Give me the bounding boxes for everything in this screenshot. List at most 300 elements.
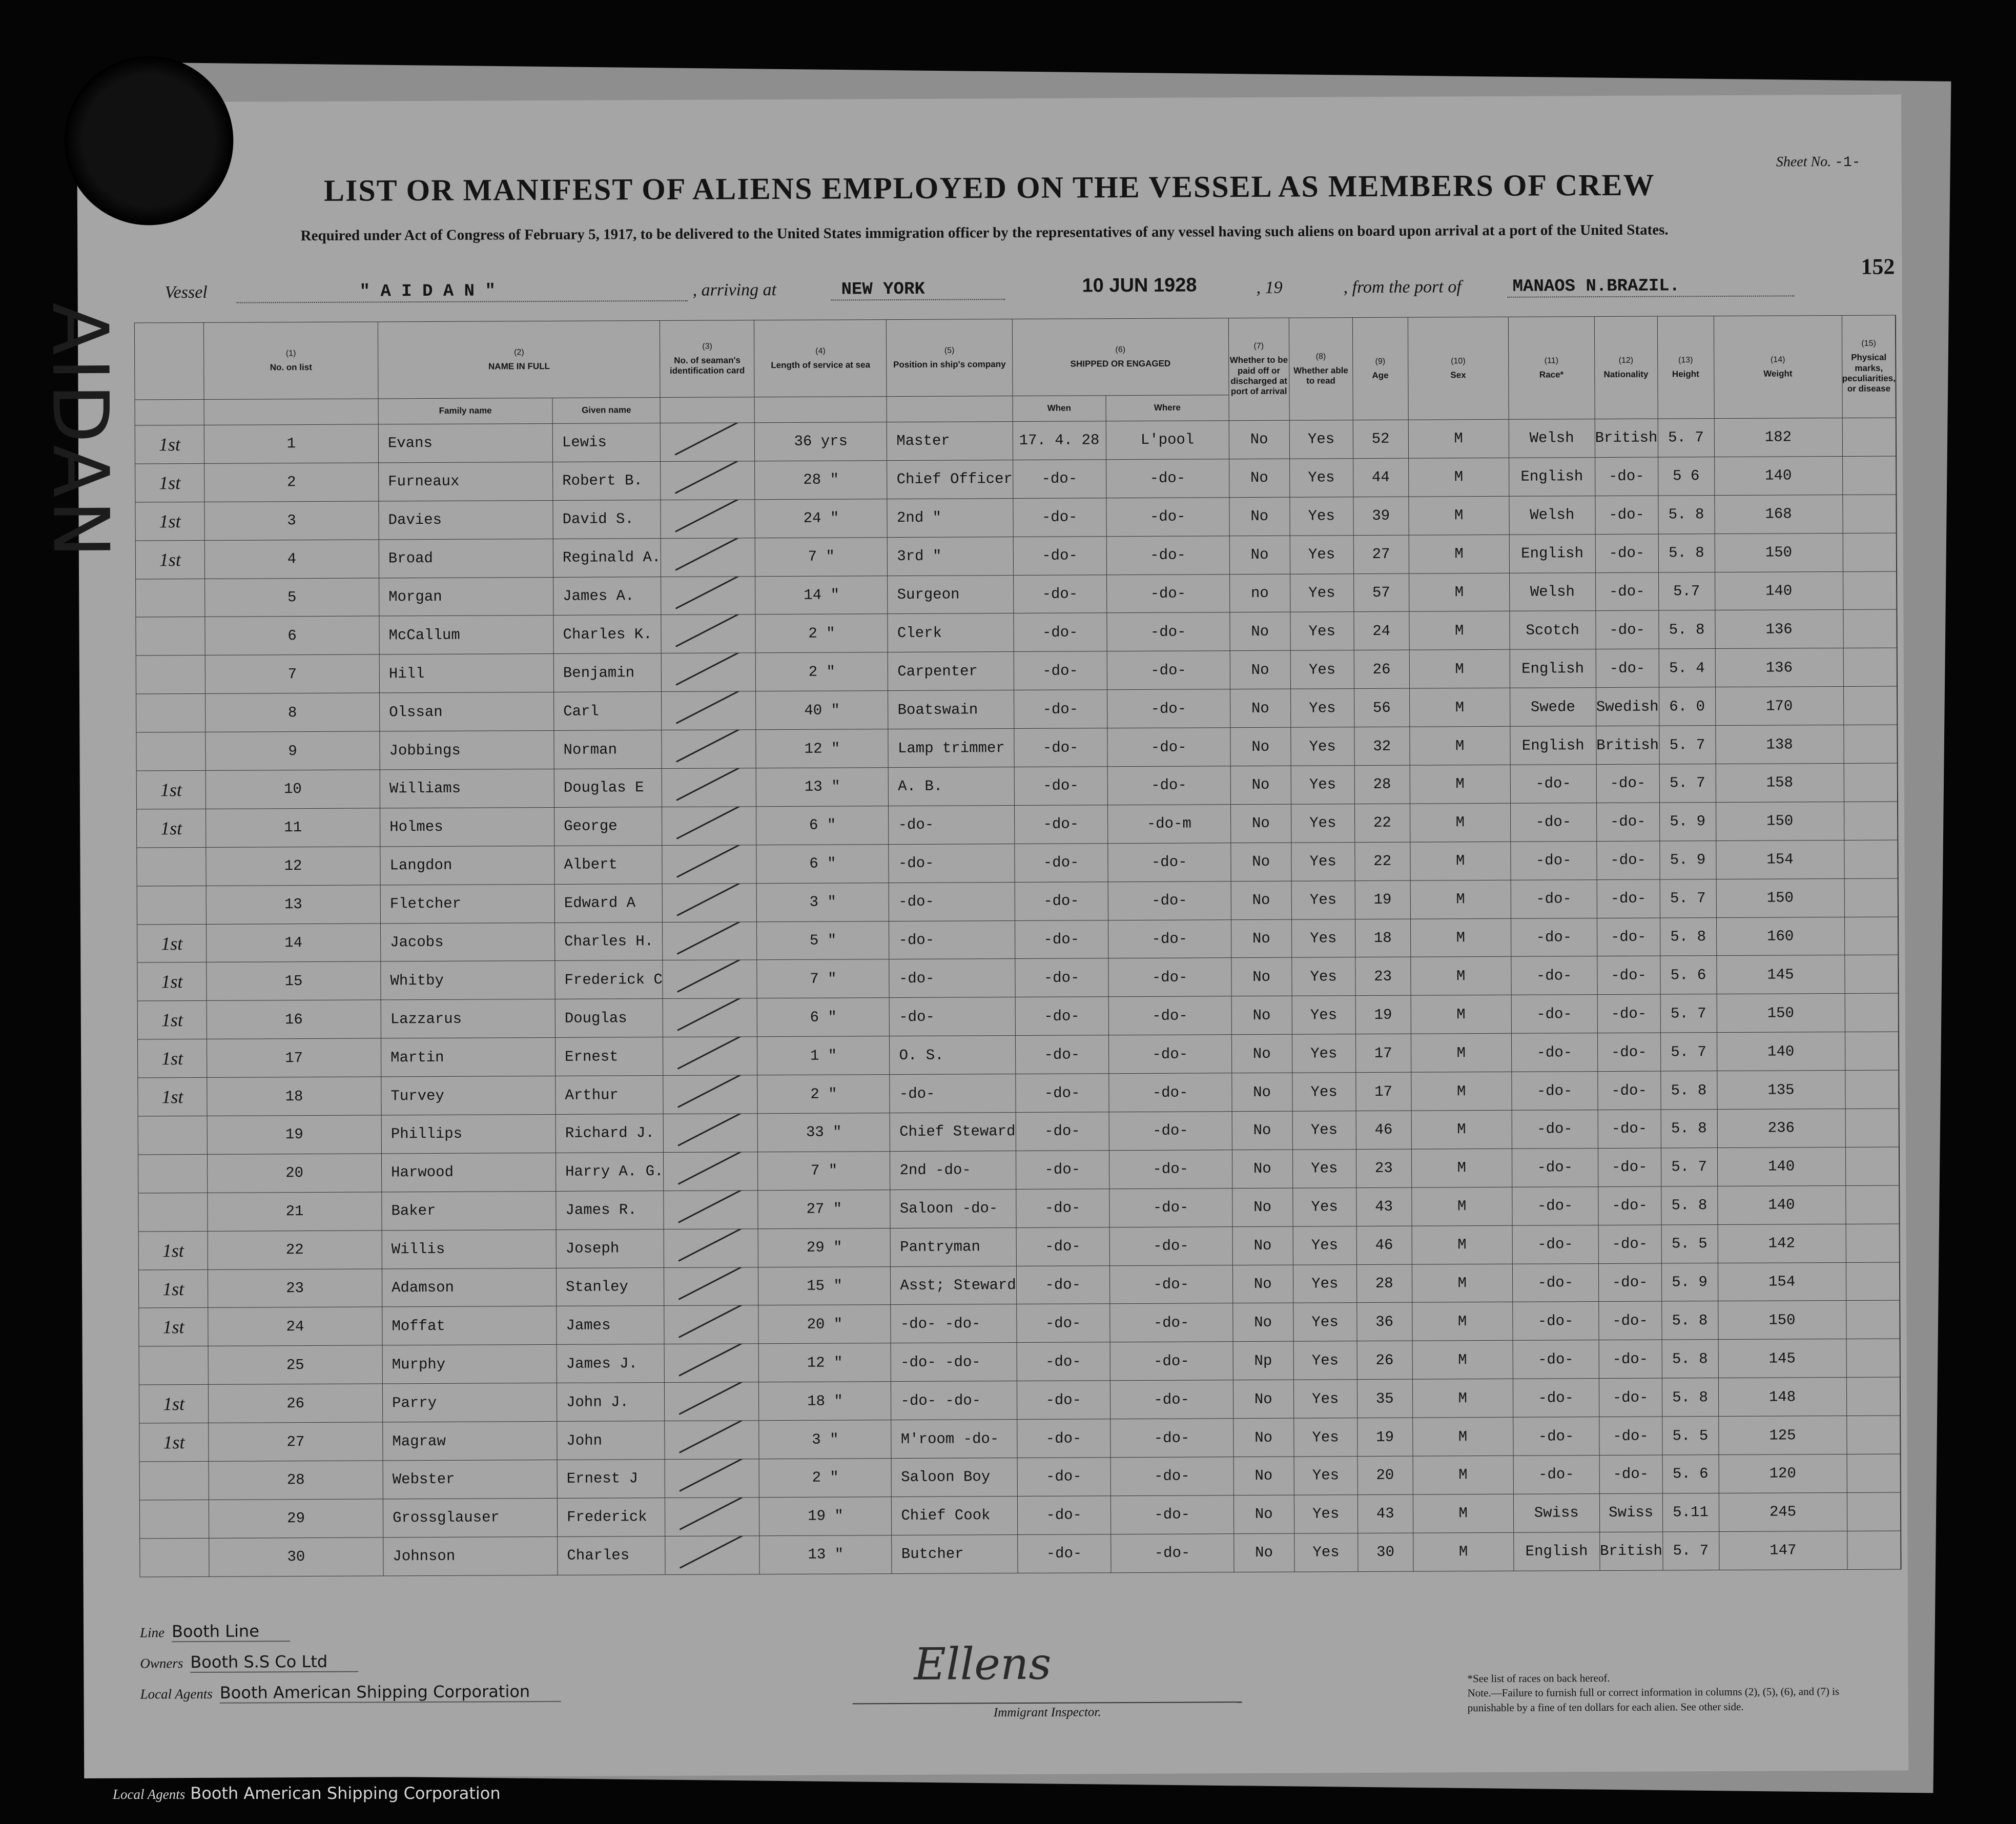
given-name: Albert [554,845,663,884]
height: 5. 8 [1660,1071,1717,1110]
position: Chief Cook [892,1496,1018,1535]
age: 26 [1357,1341,1412,1380]
given-name: Lewis [552,423,661,462]
sex: M [1410,957,1511,996]
family-name: Murphy [382,1345,557,1384]
row-number: 7 [205,654,379,693]
blank [1899,1147,1900,1185]
check-mark-icon [679,1421,748,1453]
family-name: Jobbings [380,731,554,770]
service-length: 19 " [759,1497,892,1536]
physical-marks [1844,840,1898,878]
sex: M [1412,1417,1513,1456]
row-number: 8 [205,693,380,732]
col-id-card-sub [660,397,754,423]
paid-off: No [1232,1226,1293,1265]
col-no-sub [204,399,378,425]
id-card [662,730,756,769]
row-number: 10 [205,770,380,809]
service-length: 7 " [755,537,888,576]
paid-off: Np [1233,1342,1293,1380]
col-shipped-engaged: (6) SHIPPED OR ENGAGED [1012,318,1229,396]
weight: 135 [1717,1071,1845,1110]
weight: 150 [1718,1301,1846,1340]
check-mark-icon [678,1114,747,1146]
sex: M [1410,765,1510,804]
shipped-where: -do- [1110,1419,1233,1458]
paid-off: No [1229,459,1289,497]
physical-marks [1846,1377,1900,1416]
row-number: 28 [209,1461,383,1500]
row-number: 16 [207,1000,381,1039]
blank [1896,456,1897,495]
paid-off: No [1231,881,1291,919]
family-name: Broad [379,539,553,578]
id-card [665,1498,759,1536]
height: 5. 7 [1660,879,1716,917]
sex: M [1410,918,1511,957]
position: -do- [889,805,1015,844]
weight: 140 [1717,1032,1845,1071]
row-mark: 1st [135,540,204,579]
blank [1900,1454,1901,1492]
family-name: Olssan [380,692,554,731]
paid-off: No [1232,1303,1293,1342]
sex: M [1409,650,1510,689]
sex: M [1410,842,1511,880]
paid-off: No [1231,958,1291,996]
page-number: 152 [1861,254,1895,279]
col-age: (9) Age [1352,317,1408,420]
service-length: 2 " [755,614,888,653]
nationality: -do- [1597,956,1660,995]
height: 5. 7 [1659,764,1716,803]
age: 18 [1355,919,1410,957]
shipped-when: -do- [1015,920,1108,959]
able-to-read: Yes [1291,766,1354,804]
weight: 136 [1715,610,1843,649]
id-card [662,845,756,884]
nationality: -do- [1596,803,1659,841]
age: 17 [1355,1034,1411,1072]
given-name: Stanley [556,1267,664,1306]
service-length: 5 " [757,921,889,960]
able-to-read: Yes [1290,612,1354,650]
year-label: , 19 [1256,278,1283,297]
nationality: -do- [1599,1417,1662,1455]
nationality: -do- [1595,496,1658,534]
shipped-when: -do- [1014,690,1107,729]
nationality: -do- [1597,841,1660,879]
shipped-where: -do- [1110,1457,1233,1496]
service-length: 6 " [756,844,889,883]
shipped-when: -do- [1015,882,1108,920]
race: Scotch [1510,611,1596,650]
nationality: -do- [1596,610,1659,649]
service-length: 36 yrs [755,422,887,461]
race: -do- [1511,841,1597,880]
physical-marks [1845,1070,1899,1109]
family-name: Turvey [381,1076,556,1115]
shipped-when: -do- [1013,575,1106,613]
col-sex: (10) Sex [1408,317,1509,420]
shipped-where: -do- [1108,843,1231,882]
physical-marks [1844,917,1898,955]
nationality: British [1596,726,1659,764]
shipped-where: -do- [1106,459,1229,498]
family-name: Willis [382,1229,556,1268]
id-card [664,1228,758,1267]
vessel-name: " A I D A N " [237,281,688,303]
family-name: Langdon [380,846,554,885]
physical-marks [1845,1185,1899,1224]
position: Saloon Boy [891,1458,1017,1497]
row-number: 4 [204,540,379,579]
given-name: Norman [554,730,662,769]
id-card [661,614,755,653]
row-number: 22 [208,1231,382,1269]
service-length: 2 " [757,1075,890,1114]
id-card [661,461,755,500]
row-number: 2 [204,463,379,502]
physical-marks [1844,955,1898,993]
shipped-when: -do- [1013,498,1106,537]
row-mark: 1st [139,1308,208,1346]
id-card [665,1421,759,1460]
sex: M [1412,1225,1512,1264]
nationality: -do- [1599,1455,1662,1493]
shipped-where: -do- [1110,1342,1233,1381]
blank [1897,686,1898,725]
given-name: Charles K. [553,615,662,654]
age: 28 [1356,1264,1412,1303]
nationality: -do- [1599,1378,1662,1417]
crew-rows [135,418,1901,1577]
given-name: Frederick [557,1498,665,1536]
given-name: James [557,1306,665,1345]
sex: M [1409,688,1510,727]
sex: M [1409,611,1510,650]
col-blank [1896,315,1897,418]
check-mark-icon [679,1344,748,1377]
physical-marks [1844,763,1898,802]
service-length: 7 " [757,959,889,998]
row-mark: 1st [139,1385,208,1423]
age: 24 [1354,612,1409,650]
nationality: -do- [1598,1302,1661,1340]
weight: 154 [1718,1262,1846,1301]
crew-manifest-table [134,315,1902,1577]
service-length: 18 " [759,1382,891,1421]
row-mark [138,1116,207,1154]
nationality: -do- [1597,1033,1660,1071]
weight: 154 [1716,840,1844,879]
race: Welsh [1509,419,1595,458]
shipped-where: -do- [1108,1035,1231,1074]
row-mark: 1st [137,962,207,1001]
shipped-where: -do-m [1107,805,1230,844]
paid-off: No [1232,1150,1292,1188]
family-name: Fletcher [380,884,554,923]
height: 5. 8 [1658,610,1715,649]
row-number: 26 [208,1384,382,1423]
height: 5. 7 [1661,1147,1717,1186]
position: -do- [889,959,1015,998]
service-length: 24 " [755,499,887,538]
age: 39 [1353,497,1409,535]
row-number: 17 [207,1038,381,1077]
col-mark [134,322,204,400]
able-to-read: Yes [1291,957,1355,996]
check-mark-icon [678,1228,748,1261]
able-to-read: Yes [1292,1111,1356,1150]
row-number: 5 [205,578,379,617]
race: -do- [1513,1379,1599,1418]
able-to-read: Yes [1293,1303,1356,1341]
family-name: Grossglauser [383,1498,557,1537]
given-name: Frederick C [555,960,663,999]
shipped-where: -do- [1110,1380,1233,1419]
able-to-read: Yes [1293,1380,1357,1418]
position: Surgeon [888,575,1014,614]
physical-marks [1846,1416,1900,1454]
row-number: 21 [208,1192,382,1231]
able-to-read: Yes [1292,996,1355,1034]
height: 5. 8 [1661,1110,1717,1148]
given-name: John [557,1421,665,1460]
weight: 150 [1716,802,1844,841]
age: 52 [1353,420,1408,458]
nationality: -do- [1599,1340,1662,1378]
family-name: Johnson [383,1536,558,1575]
position: A. B. [889,767,1015,806]
given-name: George [554,807,663,846]
line-field [140,1621,290,1641]
race: Welsh [1509,572,1595,611]
shipped-where: -do- [1109,1265,1232,1304]
weight: 145 [1718,1339,1846,1378]
id-card [664,1152,758,1191]
vessel-line [165,272,1805,310]
shipped-when: -do- [1015,958,1108,997]
family-name: Holmes [380,807,554,846]
sex: M [1410,880,1511,919]
check-mark-icon [676,768,746,801]
age: 35 [1357,1379,1412,1418]
height: 5. 8 [1662,1378,1718,1417]
position: 2nd -do- [890,1151,1016,1190]
shipped-where: -do- [1108,919,1231,958]
weight: 150 [1717,994,1845,1033]
nationality: -do- [1598,1186,1661,1225]
paid-off: No [1232,1188,1292,1226]
row-number: 30 [209,1538,383,1576]
inspector-block [852,1637,1242,1720]
age: 22 [1354,804,1410,842]
id-card [665,1382,759,1421]
position: Asst; Steward [891,1266,1017,1305]
able-to-read: Yes [1289,459,1353,497]
shipped-where: L'pool [1106,421,1229,460]
physical-marks [1843,533,1897,571]
check-mark-icon [678,1267,748,1300]
shipped-when: -do- [1016,1151,1109,1190]
age: 57 [1353,573,1409,612]
weight: 136 [1715,648,1843,687]
agents-field [140,1682,561,1703]
race: English [1509,534,1595,573]
age: 26 [1354,650,1409,689]
physical-marks [1845,1032,1899,1070]
owners-value: Booth S.S Co Ltd [190,1652,358,1673]
row-mark: 1st [137,1001,207,1039]
height: 5. 9 [1661,1263,1718,1301]
sheet-value: -1- [1835,154,1861,171]
weight: 140 [1715,571,1843,610]
race: -do- [1510,765,1596,804]
col-physical-marks: (15) Physical marks, peculiarities, or disease [1842,315,1896,418]
physical-marks [1845,993,1899,1032]
position: -do- -do- [891,1381,1017,1420]
able-to-read: Yes [1290,689,1354,727]
footer-note [1467,1670,1857,1715]
service-length: 1 " [757,1036,890,1075]
height: 5. 8 [1661,1186,1717,1224]
physical-marks [1842,495,1896,533]
row-mark [140,1538,209,1576]
id-card [662,807,756,846]
nationality: -do- [1595,457,1658,496]
page-subtitle: Required under Act of Congress of February 5, 1917, to be delivered to the United States immigration officer by the representatives of any vessel having such aliens on board upon arrival at a port of the United States. [300,221,1669,244]
physical-marks [1843,571,1897,610]
service-length: 29 " [758,1228,891,1267]
shipped-when: -do- [1014,728,1107,767]
able-to-read: Yes [1294,1457,1357,1495]
row-number: 13 [206,885,380,924]
row-number: 24 [208,1307,382,1346]
weight: 148 [1718,1378,1846,1417]
family-name: Whitby [381,961,555,1000]
given-name: Benjamin [553,653,662,692]
race: -do- [1513,1456,1599,1494]
able-to-read: Yes [1291,842,1355,880]
service-length: 20 " [758,1305,891,1344]
position: Chief Officer [887,460,1013,499]
blank [1896,495,1897,533]
row-number: 19 [207,1115,381,1154]
shipped-where: -do- [1107,689,1230,728]
position: -do- [889,844,1015,883]
nationality: -do- [1597,918,1660,956]
sex: M [1411,1072,1511,1111]
given-name: James J. [557,1344,665,1383]
weight: 236 [1717,1109,1845,1147]
given-name: Arthur [556,1076,664,1115]
shipped-where: -do- [1110,1534,1233,1573]
service-length: 13 " [759,1535,892,1574]
shipped-when: -do- [1017,1342,1110,1381]
height: 5. 8 [1662,1340,1718,1378]
given-name: Charles [558,1536,666,1575]
service-length: 33 " [758,1113,890,1152]
shipped-when: -do- [1015,1074,1108,1113]
sex: M [1412,1264,1512,1303]
shipped-when: -do- [1016,1227,1109,1266]
able-to-read: Yes [1291,727,1354,766]
shipped-where: -do- [1110,1495,1233,1534]
shipped-when: -do- [1014,767,1107,806]
shipped-where: -do- [1107,766,1230,805]
family-name: Phillips [381,1114,556,1153]
row-number: 12 [206,847,380,886]
col-id-card: (3) No. of seaman's identification card [660,320,755,398]
race: English [1510,649,1596,688]
physical-marks [1844,878,1898,917]
paid-off: No [1231,1034,1292,1073]
service-length: 13 " [756,768,889,807]
age: 43 [1357,1494,1413,1533]
physical-marks [1847,1531,1901,1569]
race: Swiss [1513,1493,1599,1532]
position: 3rd " [888,537,1014,576]
shipped-where: -do- [1109,1303,1232,1342]
able-to-read: Yes [1292,1073,1355,1111]
given-name: David S. [553,500,661,539]
family-name: Jacobs [380,923,554,961]
col-height: (13) Height [1657,316,1714,419]
paid-off: No [1230,804,1291,843]
height: 5. 8 [1661,1301,1718,1340]
physical-marks [1843,648,1897,686]
row-mark [139,1461,209,1500]
nationality: -do- [1595,572,1658,611]
paid-off: No [1230,689,1290,727]
nationality: -do- [1598,1110,1661,1148]
row-number: 9 [205,731,380,770]
paid-off: No [1233,1495,1294,1533]
sex: M [1411,1034,1511,1073]
blank [1898,917,1899,955]
id-card [662,653,756,692]
height: 5. 7 [1660,994,1717,1033]
shipped-where: -do- [1108,1073,1231,1112]
col-nationality: (12) Nationality [1594,316,1658,419]
position: -do- [890,1074,1016,1113]
check-mark-icon [677,845,746,878]
shipped-when: -do- [1017,1381,1110,1420]
able-to-read: Yes [1294,1495,1357,1533]
shipped-when: -do- [1017,1534,1110,1573]
paid-off: No [1233,1380,1293,1418]
nationality: British [1595,419,1658,457]
family-name: Hill [379,654,553,693]
row-number: 25 [208,1345,382,1384]
physical-marks [1844,802,1898,840]
sex: M [1411,1110,1512,1149]
age: 19 [1355,880,1410,919]
family-name: Webster [383,1460,557,1499]
height: 5.7 [1658,572,1715,610]
penalty-note: Note.—Failure to furnish full or correct information in columns (2), (5), (6), and (7) is punishable by a fine of ten dollars for each alien. See other side. [1467,1685,1840,1714]
race: -do- [1511,995,1597,1034]
row-mark: 1st [137,1039,207,1078]
age: 23 [1355,957,1410,996]
given-name: John J. [557,1383,665,1422]
race: -do- [1512,1186,1598,1225]
row-number: 1 [204,424,378,463]
col-where: Where [1106,395,1229,421]
able-to-read: Yes [1290,535,1353,573]
